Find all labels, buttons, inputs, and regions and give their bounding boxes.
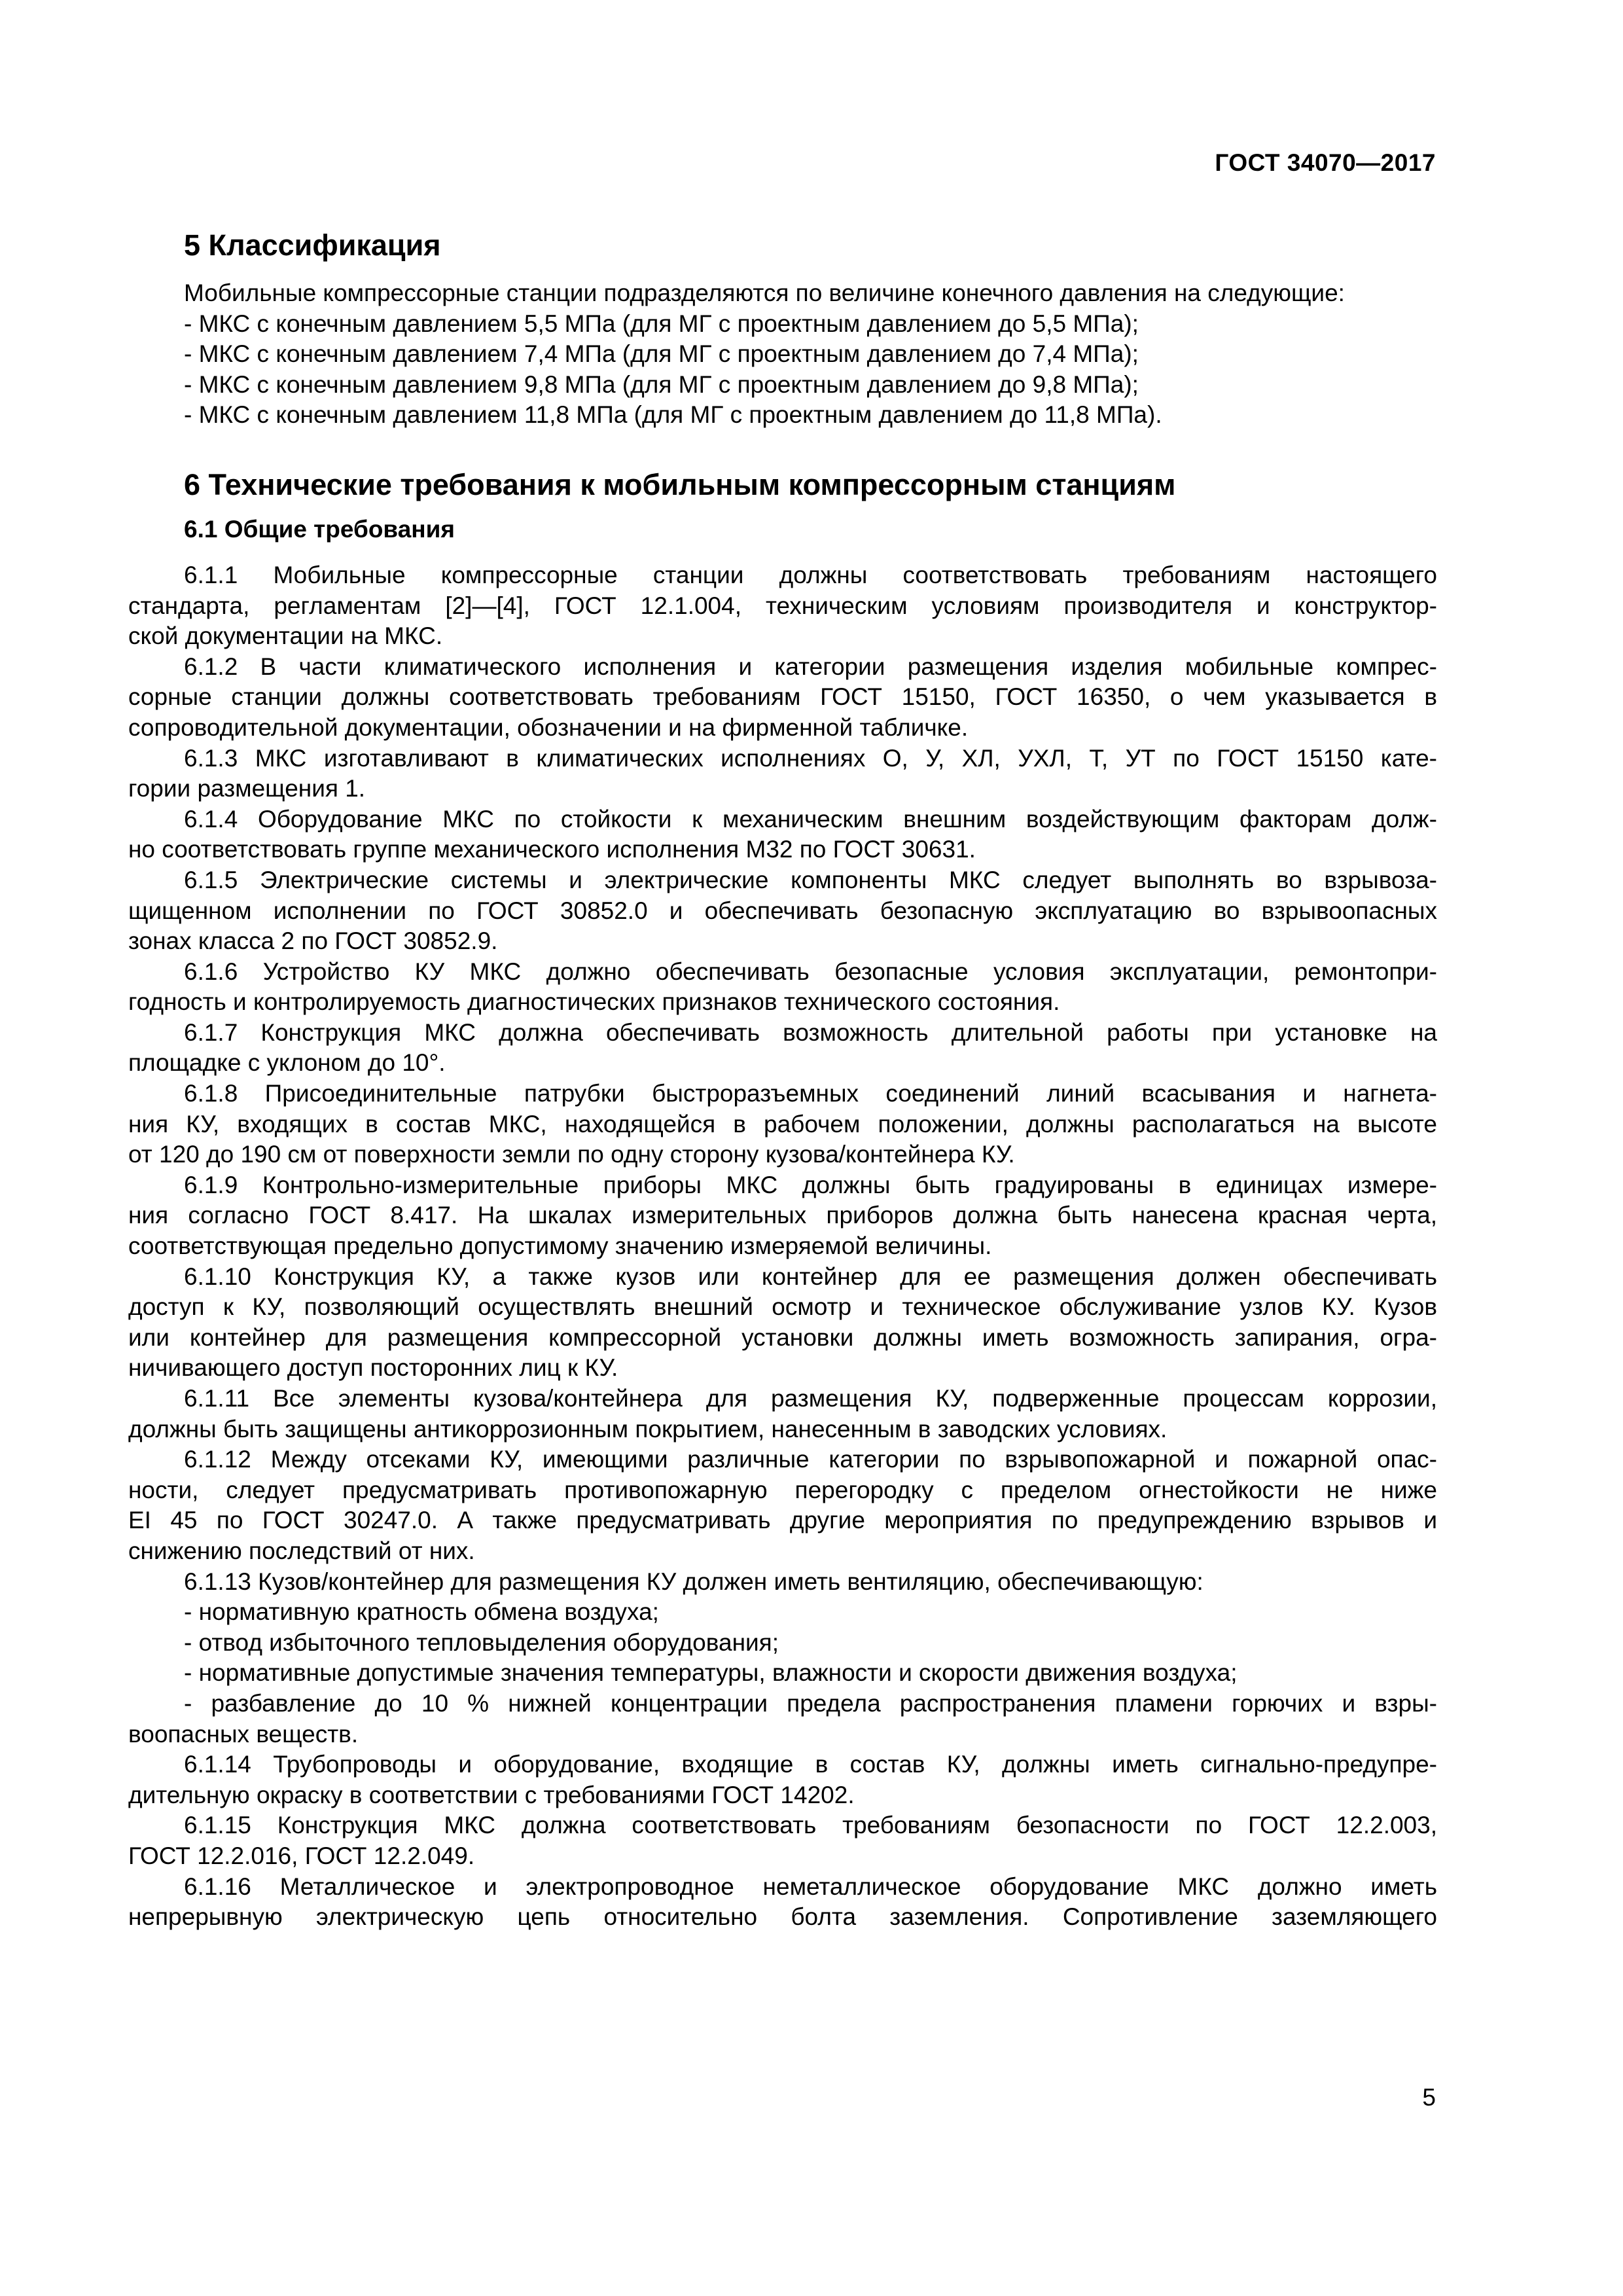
text-line: 6.1.12 Между отсеками КУ, имеющими различные категории по взрывопожарной и пожарной опас- bbox=[184, 1446, 1437, 1473]
text-line: 6.1.1 Мобильные компрессорные станции должны соответствовать требованиям настоящего bbox=[184, 561, 1437, 588]
text-line: - МКС с конечным давлением 11,8 МПа (для МГ с проектным давлением до 11,8 МПа). bbox=[184, 401, 1162, 429]
section-5-body bbox=[128, 278, 1437, 431]
text-line: - МКС с конечным давлением 7,4 МПа (для МГ с проектным давлением до 7,4 МПа); bbox=[184, 340, 1139, 368]
text-line: 6.1.11 Все элементы кузова/контейнера для размещения КУ, подверженные процессам коррозии, bbox=[184, 1385, 1437, 1412]
text-line: снижению последствий от них. bbox=[128, 1537, 475, 1564]
text-line: ской документации на МКС. bbox=[128, 622, 443, 650]
text-line: гории размещения 1. bbox=[128, 775, 366, 802]
text-line: сопроводительной документации, обозначении и на фирменной табличке. bbox=[128, 713, 969, 741]
document-id-header: ГОСТ 34070—2017 bbox=[1215, 149, 1436, 176]
text-line: доступ к КУ, позволяющий осуществлять внешний осмотр и техническое обслуживание узлов КУ. Кузов bbox=[128, 1293, 1437, 1321]
section-6-body bbox=[128, 560, 1437, 1933]
text-line: - разбавление до 10 % нижней концентрации предела распространения пламени горючих и взры- bbox=[184, 1689, 1437, 1717]
text-line: зонах класса 2 по ГОСТ 30852.9. bbox=[128, 927, 498, 955]
page-content bbox=[128, 223, 1437, 1933]
text-line: ности, следует предусматривать противопожарную перегородку с пределом огнестойкости не ниже bbox=[128, 1476, 1437, 1503]
text-line: сорные станции должны соответствовать требованиям ГОСТ 15150, ГОСТ 16350, о чем указывается в bbox=[128, 683, 1437, 711]
text-line: - нормативную кратность обмена воздуха; bbox=[184, 1598, 659, 1626]
text-line: дительную окраску в соответствии с требованиями ГОСТ 14202. bbox=[128, 1781, 855, 1808]
text-line: 6.1.3 МКС изготавливают в климатических исполнениях О, У, ХЛ, УХЛ, Т, УТ по ГОСТ 15150 кате- bbox=[184, 744, 1437, 772]
text-line: EI 45 по ГОСТ 30247.0. А также предусматривать другие мероприятия по предупреждению взрывов и bbox=[128, 1507, 1437, 1534]
text-line: - МКС с конечным давлением 5,5 МПа (для МГ с проектным давлением до 5,5 МПа); bbox=[184, 310, 1139, 337]
text-line: непрерывную электрическую цепь относительно болта заземления. Сопротивление заземляющего bbox=[128, 1903, 1437, 1931]
text-line: - нормативные допустимые значения температуры, влажности и скорости движения воздуха; bbox=[184, 1659, 1238, 1687]
section-5-title: 5 Классификация bbox=[184, 228, 441, 262]
text-line: ния согласно ГОСТ 8.417. На шкалах измерительных приборов должна быть нанесена красная черта, bbox=[128, 1202, 1437, 1229]
text-line: Мобильные компрессорные станции подразделяются по величине конечного давления на следующие: bbox=[184, 279, 1345, 306]
text-line: - отвод избыточного тепловыделения оборудования; bbox=[184, 1628, 779, 1656]
text-line: 6.1.4 Оборудование МКС по стойкости к механическим внешним воздействующим факторам долж- bbox=[184, 805, 1437, 833]
text-line: 6.1.2 В части климатического исполнения и категории размещения изделия мобильные компрес- bbox=[184, 653, 1437, 680]
section-6-title: 6 Технические требования к мобильным компрессорным станциям bbox=[184, 467, 1176, 501]
text-line: 6.1.7 Конструкция МКС должна обеспечивать возможность длительной работы при установке на bbox=[184, 1018, 1437, 1046]
text-line: площадке с уклоном до 10°. bbox=[128, 1049, 446, 1077]
subsection-6-1-title: 6.1 Общие требования bbox=[184, 515, 455, 543]
text-line: - МКС с конечным давлением 9,8 МПа (для МГ с проектным давлением до 9,8 МПа); bbox=[184, 370, 1139, 398]
text-line: 6.1.9 Контрольно-измерительные приборы МКС должны быть градуированы в единицах измере- bbox=[184, 1171, 1437, 1198]
text-line: стандарта, регламентам [2]—[4], ГОСТ 12.1.004, техническим условиям производителя и конструктор- bbox=[128, 592, 1437, 619]
text-line: 6.1.8 Присоединительные патрубки быстроразъемных соединений линий всасывания и нагнета- bbox=[184, 1080, 1437, 1107]
text-line: 6.1.5 Электрические системы и электрические компоненты МКС следует выполнять во взрывоза- bbox=[184, 866, 1437, 893]
text-line: соответствующая предельно допустимому значению измеряемой величины. bbox=[128, 1232, 992, 1260]
text-line: или контейнер для размещения компрессорной установки должны иметь возможность запирания, огра- bbox=[128, 1323, 1437, 1351]
text-line: 6.1.15 Конструкция МКС должна соответствовать требованиям безопасности по ГОСТ 12.2.003, bbox=[184, 1812, 1437, 1839]
text-line: щищенном исполнении по ГОСТ 30852.0 и обеспечивать безопасную эксплуатацию во взрывоопасных bbox=[128, 897, 1437, 924]
text-line: 6.1.14 Трубопроводы и оборудование, входящие в состав КУ, должны иметь сигнально-предупре- bbox=[184, 1751, 1437, 1778]
text-line: 6.1.6 Устройство КУ МКС должно обеспечивать безопасные условия эксплуатации, ремонтопри- bbox=[184, 958, 1437, 985]
text-line: должны быть защищены антикоррозионным покрытием, нанесенным в заводских условиях. bbox=[128, 1415, 1168, 1443]
text-line: но соответствовать группе механического исполнения М32 по ГОСТ 30631. bbox=[128, 836, 976, 863]
page-number: 5 bbox=[1422, 2084, 1436, 2111]
text-line: 6.1.10 Конструкция КУ, а также кузов или контейнер для ее размещения должен обеспечивать bbox=[184, 1263, 1437, 1290]
text-line: 6.1.16 Металлическое и электропроводное неметаллическое оборудование МКС должно иметь bbox=[184, 1873, 1437, 1900]
text-line: годность и контролируемость диагностических признаков технического состояния. bbox=[128, 988, 1060, 1016]
text-line: ничивающего доступ посторонних лиц к КУ. bbox=[128, 1354, 618, 1382]
text-line: от 120 до 190 см от поверхности земли по одну сторону кузова/контейнера КУ. bbox=[128, 1141, 1015, 1168]
text-line: 6.1.13 Кузов/контейнер для размещения КУ должен иметь вентиляцию, обеспечивающую: bbox=[184, 1568, 1204, 1595]
text-line: ГОСТ 12.2.016, ГОСТ 12.2.049. bbox=[128, 1842, 475, 1869]
text-line: воопасных веществ. bbox=[128, 1720, 359, 1748]
text-line: ния КУ, входящих в состав МКС, находящейся в рабочем положении, должны располагаться на высоте bbox=[128, 1110, 1437, 1138]
